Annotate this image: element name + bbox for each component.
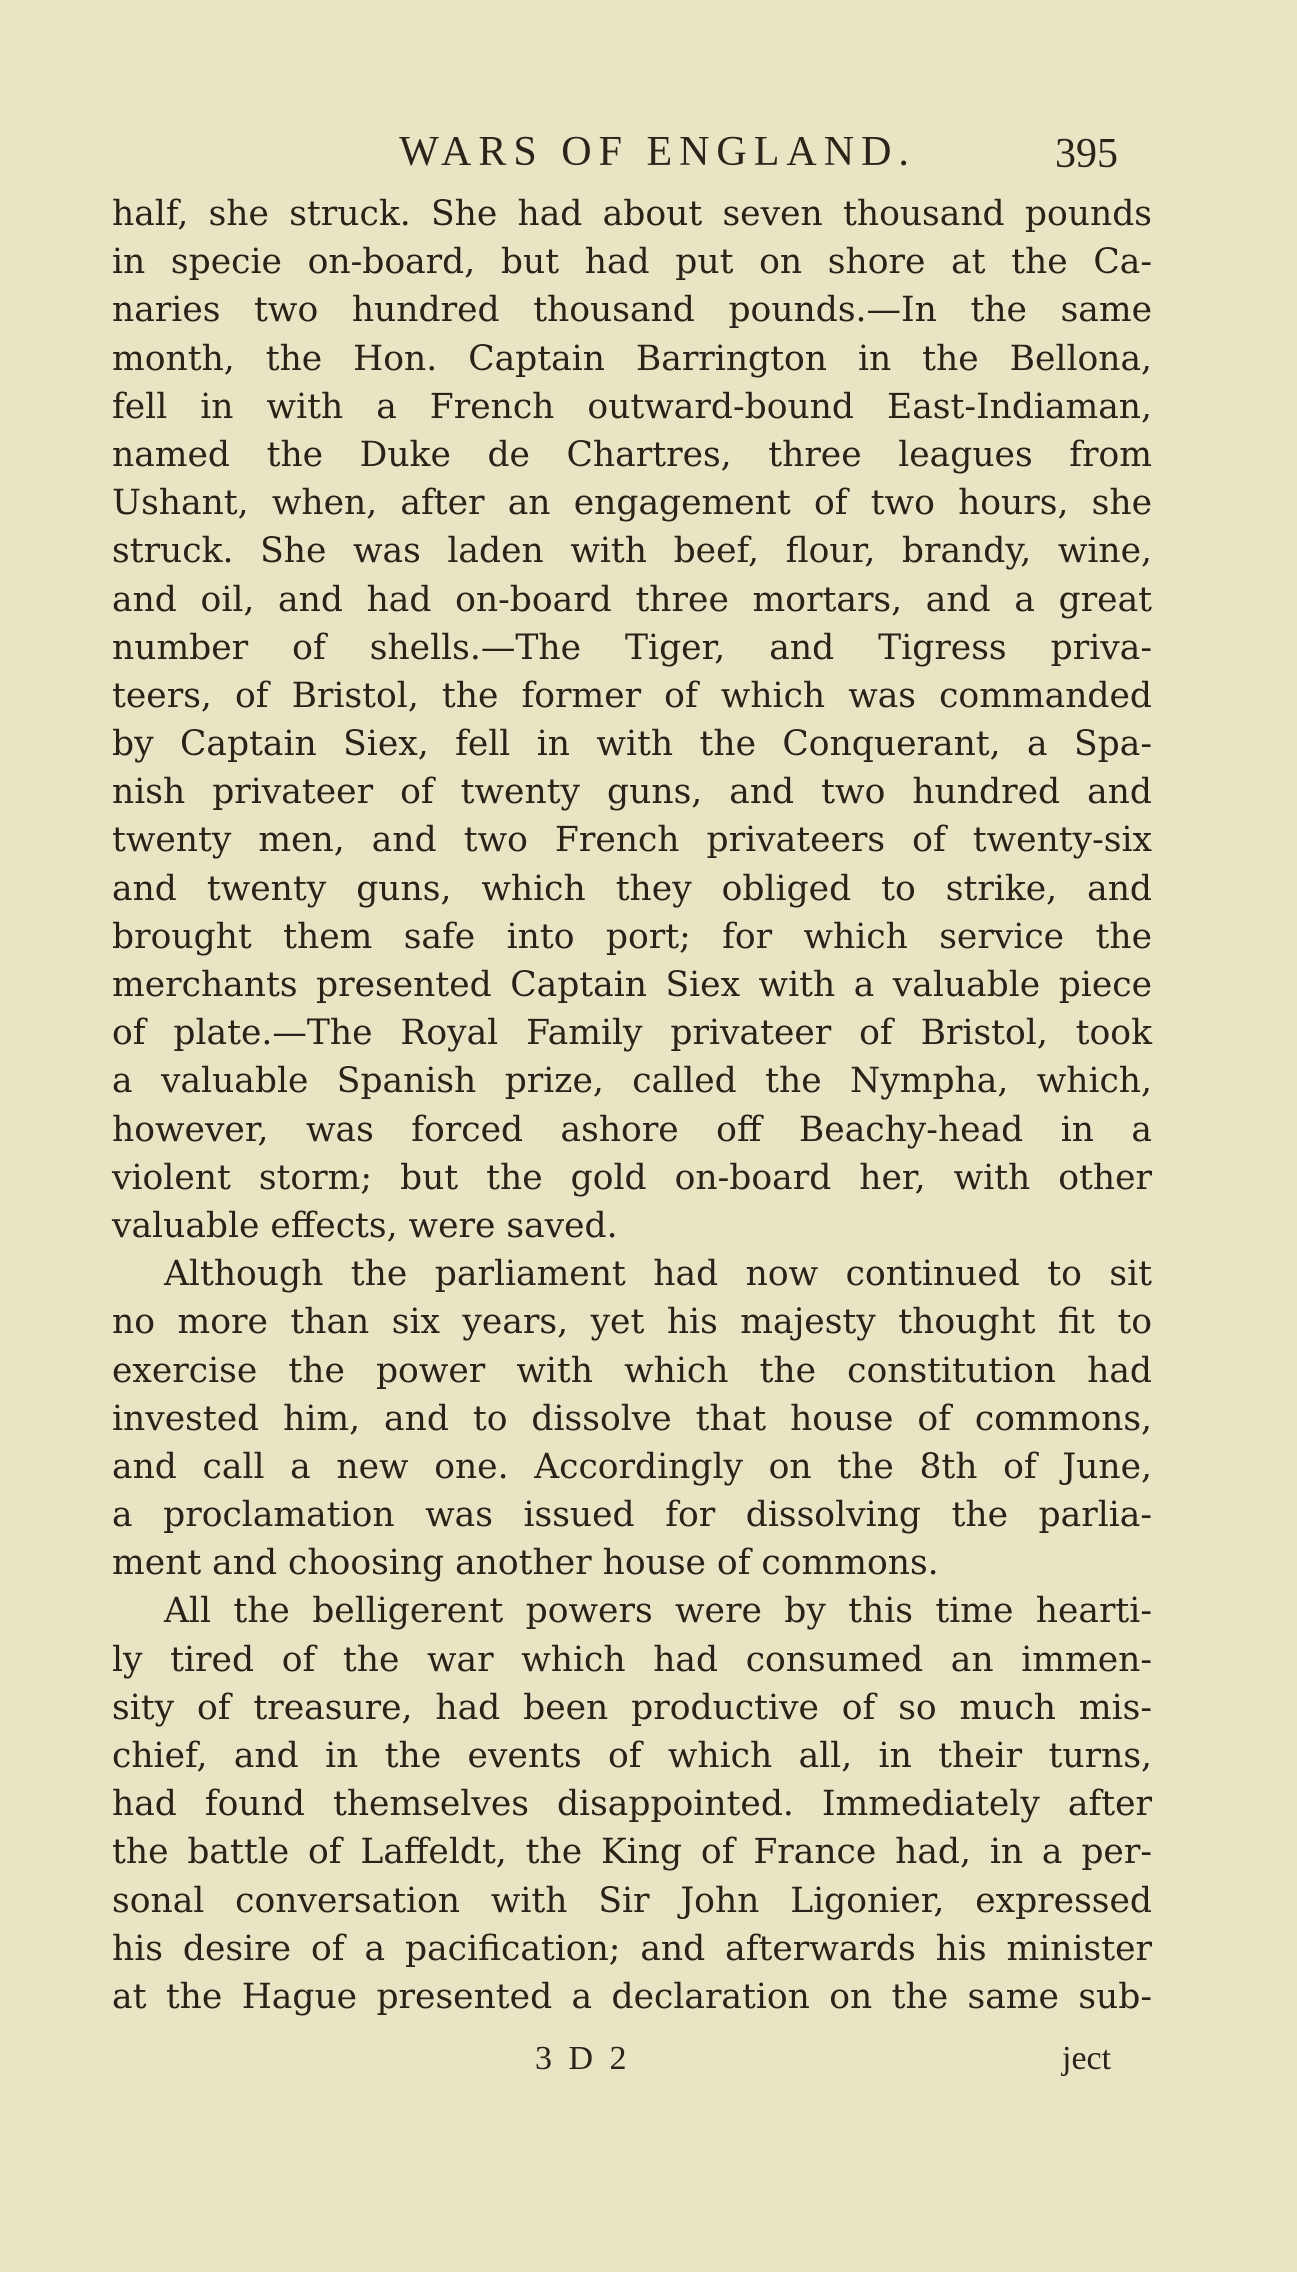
text-line: by Captain Siex, fell in with the Conquerant, a Spa- xyxy=(112,724,1152,765)
paragraph-3 xyxy=(112,1587,1152,2021)
text-line: had found themselves disappointed. Immediately after xyxy=(112,1784,1152,1825)
text-line: naries two hundred thousand pounds.—In the same xyxy=(112,290,1152,331)
text-line: brought them safe into port; for which service the xyxy=(112,916,1152,957)
text-line: exercise the power with which the constitution had xyxy=(112,1350,1152,1391)
text-line: nish privateer of twenty guns, and two hundred and xyxy=(112,772,1152,813)
text-line: and oil, and had on-board three mortars, and a great xyxy=(112,579,1152,620)
text-line: teers, of Bristol, the former of which was commanded xyxy=(112,675,1152,716)
text-line: half, she struck. She had about seven thousand pounds xyxy=(112,194,1152,234)
text-line: at the Hague presented a declaration on the same sub- xyxy=(112,1976,1152,2017)
text-line: Although the parliament had now continued to sit xyxy=(164,1254,1152,1295)
text-line: month, the Hon. Captain Barrington in the Bellona, xyxy=(112,338,1152,379)
text-line: number of shells.—The Tiger, and Tigress priva- xyxy=(112,627,1152,668)
text-line: however, was forced ashore off Beachy-head in a xyxy=(112,1109,1152,1150)
text-line: named the Duke de Chartres, three leagues from xyxy=(112,434,1152,475)
text-line: invested him, and to dissolve that house of commons, xyxy=(112,1398,1152,1439)
text-line: no more than six years, yet his majesty thought fit to xyxy=(112,1302,1152,1343)
text-line: sonal conversation with Sir John Ligonier, expressed xyxy=(112,1880,1152,1921)
text-line: a valuable Spanish prize, called the Nympha, which, xyxy=(112,1061,1152,1102)
text-line: Ushant, when, after an engagement of two hours, she xyxy=(112,483,1152,524)
text-line: of plate.—The Royal Family privateer of Bristol, took xyxy=(112,1013,1152,1054)
text-line: sity of treasure, had been productive of so much mis- xyxy=(112,1687,1152,1728)
running-title: WARS OF ENGLAND. xyxy=(399,129,916,175)
text-line: All the belligerent powers were by this time hearti- xyxy=(164,1591,1152,1632)
page-number: 395 xyxy=(1055,131,1118,177)
paragraph-2 xyxy=(112,1250,1152,1587)
text-line: a proclamation was issued for dissolving the parlia- xyxy=(112,1495,1152,1536)
page-footer xyxy=(0,2040,1297,2090)
text-line: valuable effects, were saved. xyxy=(112,1205,618,1246)
text-line: twenty men, and two French privateers of twenty-six xyxy=(112,820,1152,861)
text-line: and twenty guns, which they obliged to strike, and xyxy=(112,868,1152,909)
text-line: his desire of a pacification; and afterwards his minister xyxy=(112,1928,1152,1969)
body-text xyxy=(112,190,1152,2021)
text-line: chief, and in the events of which all, in their turns, xyxy=(112,1736,1152,1776)
paragraph-1 xyxy=(112,190,1152,1250)
text-line: and call a new one. Accordingly on the 8th of June, xyxy=(112,1446,1152,1487)
text-line: in specie on-board, but had put on shore at the Ca- xyxy=(112,242,1152,283)
text-line: struck. She was laden with beef, flour, brandy, wine, xyxy=(112,531,1152,572)
signature-mark: 3 D 2 xyxy=(535,2040,631,2077)
text-line: violent storm; but the gold on-board her, with other xyxy=(112,1157,1152,1198)
text-line: the battle of Laffeldt, the King of France had, in a per- xyxy=(112,1832,1152,1873)
running-head xyxy=(0,128,1297,188)
catchword: ject xyxy=(1062,2040,1112,2077)
text-line: fell in with a French outward-bound East-Indiaman, xyxy=(112,386,1152,427)
text-line: merchants presented Captain Siex with a valuable piece xyxy=(112,965,1152,1005)
text-line: ment and choosing another house of commons. xyxy=(112,1543,939,1584)
text-line: ly tired of the war which had consumed an immen- xyxy=(112,1639,1152,1680)
